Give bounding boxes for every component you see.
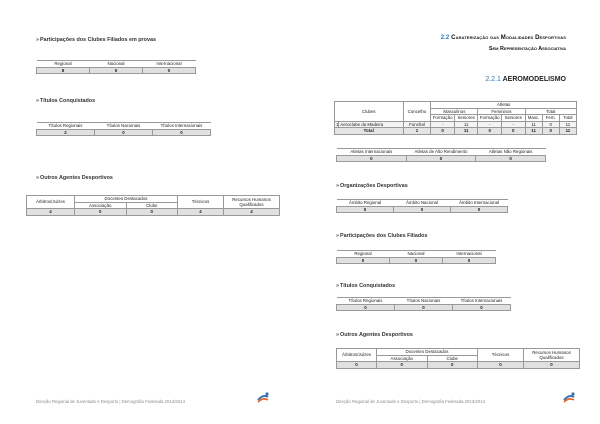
- total-fem: 0: [542, 128, 559, 135]
- subsection-number: 2.2.1: [485, 76, 501, 83]
- right-titulos-title: »Títulos Conquistados: [336, 283, 396, 289]
- right-footer: Direção Regional de Juventude e Desporto | Demografia Federada 2013/2014: [336, 399, 485, 404]
- left-participacoes-title: »Participações dos Clubes Filiados em provas: [36, 37, 156, 43]
- total-fem-formacao: 0: [478, 128, 502, 135]
- total-total: 11: [559, 128, 576, 135]
- row-masc-formacao: -: [431, 121, 455, 128]
- arrow-icon: »: [336, 233, 339, 239]
- header-associacao: Associação: [75, 202, 127, 209]
- value-clube: 0: [126, 209, 178, 216]
- value-titulos-internacionais: 0: [453, 304, 511, 311]
- value-associacao: 0: [377, 362, 428, 369]
- value-titulos-regionais: 2: [37, 129, 95, 136]
- drjd-logo-icon: [562, 391, 576, 405]
- header-total-short: Total: [559, 115, 576, 122]
- total-fem-seniores: 0: [502, 128, 526, 135]
- header-concelho: Concelho: [403, 102, 431, 122]
- header-fem-formacao: Formação: [479, 115, 500, 121]
- total-label: Total: [335, 128, 404, 135]
- value-regional: 8: [37, 67, 90, 74]
- total-masc: 11: [525, 128, 542, 135]
- value-atletas-internacionais: 0: [337, 155, 407, 162]
- right-organizacoes-title: »Organizações Desportivas: [336, 183, 408, 189]
- value-nacional: 0: [390, 257, 443, 264]
- arrow-icon: »: [36, 37, 39, 43]
- right-participacoes-title: »Participações dos Clubes Filiados: [336, 233, 428, 239]
- atletas-table: [334, 101, 577, 135]
- section-heading-line2: Sem Representação Associativa: [488, 46, 566, 52]
- header-atletas: Atletas: [431, 102, 577, 109]
- header-tecnicos: Técnicos: [178, 196, 224, 209]
- row-total: 11: [559, 121, 576, 128]
- table-row: [335, 121, 577, 128]
- value-ambito-regional: 0: [337, 206, 394, 213]
- subsection-title: AEROMODELISMO: [502, 76, 566, 83]
- header-ambito-nacional: Âmbito Nacional: [394, 200, 451, 207]
- arrow-icon: »: [336, 283, 339, 289]
- header-ambito-internacional: Âmbito Internacional: [451, 200, 508, 207]
- header-docentes: Docentes Destacados: [75, 196, 178, 203]
- value-internacional: 0: [143, 67, 196, 74]
- value-ambito-internacional: 0: [451, 206, 508, 213]
- header-ambito-regional: Âmbito Regional: [337, 200, 394, 207]
- value-regional: 0: [337, 257, 390, 264]
- value-titulos-nacionais: 0: [95, 129, 153, 136]
- header-fem-seniores: Seniores: [502, 115, 526, 122]
- total-masc-formacao: 0: [431, 128, 455, 135]
- left-outros-title: »Outros Agentes Desportivos: [36, 175, 113, 181]
- header-recursos: Recursos Humanos Qualificados: [224, 196, 280, 209]
- header-masc-formacao: Formação: [432, 115, 453, 121]
- header-internacional: Internacional: [143, 61, 196, 68]
- drjd-logo-icon: [256, 391, 270, 405]
- left-titulos-table: [36, 122, 211, 136]
- header-nacional: Nacional: [90, 61, 143, 68]
- value-internacional: 0: [443, 257, 496, 264]
- header-masc: Masc.: [525, 115, 542, 122]
- value-clube: 0: [427, 362, 478, 369]
- value-titulos-regionais: 0: [337, 304, 395, 311]
- arrow-icon: »: [336, 183, 339, 189]
- header-docentes: Docentes Destacados: [377, 349, 478, 356]
- header-titulos-regionais: Títulos Regionais: [37, 123, 95, 130]
- header-atletas-internacionais: Atletas Internacionais: [337, 149, 407, 156]
- header-clube: Clube: [126, 202, 178, 209]
- value-associacao: 0: [75, 209, 127, 216]
- total-masc-seniores: 11: [454, 128, 478, 135]
- value-tecnicos: 0: [478, 362, 524, 369]
- header-titulos-regionais: Títulos Regionais: [337, 298, 395, 305]
- header-titulos-nacionais: Títulos Nacionais: [95, 123, 153, 130]
- arrow-icon: »: [36, 98, 39, 104]
- header-clube: Clube: [427, 355, 478, 362]
- row-fem-formacao: -: [478, 121, 502, 128]
- header-internacional: Internacional: [443, 251, 496, 258]
- value-atletas-alto-rendimento: 0: [406, 155, 476, 162]
- section-heading: [441, 35, 566, 41]
- left-footer: Direção Regional de Juventude e Desporto | Demografia Federada 2013/2014: [36, 399, 185, 404]
- value-titulos-nacionais: 0: [395, 304, 453, 311]
- value-nacional: 6: [90, 67, 143, 74]
- header-total: Total: [525, 108, 576, 115]
- value-arbitros: 4: [27, 209, 75, 216]
- header-fem: Fem.: [542, 115, 559, 122]
- value-recursos: 4: [224, 209, 280, 216]
- row-masc: 11: [525, 121, 542, 128]
- value-ambito-nacional: 0: [394, 206, 451, 213]
- section-number: 2.2: [440, 35, 450, 41]
- right-participacoes-table: [336, 250, 496, 264]
- left-outros-table: [26, 195, 280, 216]
- header-recursos: Recursos Humanos Qualificados: [524, 349, 580, 362]
- value-tecnicos: 4: [178, 209, 224, 216]
- value-titulos-internacionais: 0: [153, 129, 211, 136]
- row-concelho: Funchal: [403, 121, 431, 128]
- header-arbitros: Árbitros/Juízes: [337, 349, 377, 362]
- header-arbitros: Árbitros/Juízes: [27, 196, 75, 209]
- value-arbitros: 0: [337, 362, 377, 369]
- left-participacoes-table: [36, 60, 196, 74]
- right-outros-table: [336, 348, 580, 369]
- right-page: [300, 0, 600, 424]
- header-masculinos: Masculinos: [431, 108, 478, 115]
- total-row: [335, 128, 577, 135]
- row-clube: Aeroclube da Madeira: [339, 121, 403, 128]
- header-regional: Regional: [337, 251, 390, 258]
- row-fem-seniores: -: [502, 121, 526, 128]
- total-n: 1: [403, 128, 431, 135]
- row-number: 1: [336, 121, 339, 127]
- value-recursos: 0: [524, 362, 580, 369]
- right-outros-title: »Outros Agentes Desportivos: [336, 332, 413, 338]
- arrow-icon: »: [336, 332, 339, 338]
- value-atletas-nao-regionais: 0: [476, 155, 546, 162]
- arrow-icon: »: [36, 175, 39, 181]
- row-fem: 0: [542, 121, 559, 128]
- header-atletas-alto-rendimento: Atletas de Alto Rendimento: [406, 149, 476, 156]
- header-titulos-internacionais: Títulos Internacionais: [153, 123, 211, 130]
- header-masc-seniores: Seniores: [454, 115, 478, 122]
- section-heading-line1: Caraterização das Modalidades Desportivas: [451, 35, 566, 41]
- header-associacao: Associação: [377, 355, 428, 362]
- header-titulos-nacionais: Títulos Nacionais: [395, 298, 453, 305]
- header-nacional: Nacional: [390, 251, 443, 258]
- header-atletas-nao-regionais: Atletas Não Regionais: [476, 149, 546, 156]
- header-regional: Regional: [37, 61, 90, 68]
- right-titulos-table: [336, 297, 511, 311]
- header-titulos-internacionais: Títulos Internacionais: [453, 298, 511, 305]
- subsection-heading: [485, 76, 566, 83]
- header-femininos: Femininos: [478, 108, 525, 115]
- header-tecnicos: Técnicos: [478, 349, 524, 362]
- right-organizacoes-table: [336, 199, 508, 213]
- header-clubes: Clubes: [335, 102, 404, 122]
- row-masc-seniores: 11: [454, 121, 478, 128]
- left-titulos-title: »Títulos Conquistados: [36, 98, 96, 104]
- atletas-outros-table: [336, 148, 546, 162]
